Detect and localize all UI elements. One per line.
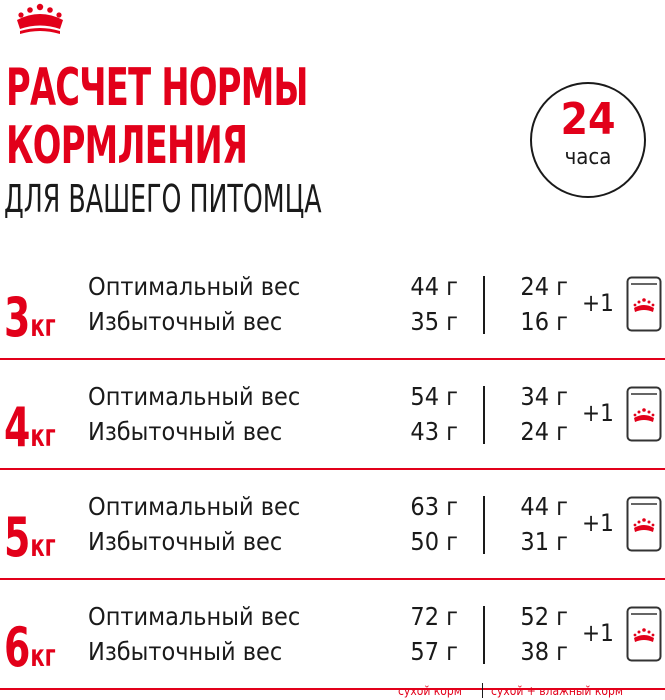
weight-label (4, 396, 56, 459)
weight-value: 3 (4, 286, 31, 349)
mixed-excess-value: 38 г (520, 637, 568, 666)
badge-unit: часа (564, 145, 612, 170)
dry-excess-value: 43 г (410, 417, 458, 446)
title-line-1: РАСЧЕТ НОРМЫ (6, 58, 308, 118)
mixed-optimal-value: 24 г (520, 272, 568, 301)
column-divider (483, 606, 485, 664)
hours-badge (530, 82, 646, 198)
legend-divider (482, 683, 483, 698)
weight-value: 6 (4, 616, 31, 679)
row-separator (0, 468, 665, 470)
column-divider (483, 496, 485, 554)
excess-weight-label: Избыточный вес (88, 417, 283, 446)
plus-pouch-label: +1 (582, 509, 614, 537)
weight-label (4, 506, 56, 569)
plus-pouch-label: +1 (582, 399, 614, 427)
title-line-2: КОРМЛЕНИЯ (6, 116, 248, 176)
row-separator (0, 358, 665, 360)
weight-unit: кг (30, 639, 56, 674)
legend-mixed: сухой + влажный корм (491, 684, 623, 698)
row-separator (0, 578, 665, 580)
wet-food-pouch-icon (626, 606, 662, 662)
weight-value: 4 (4, 396, 31, 459)
subtitle: ДЛЯ ВАШЕГО ПИТОМЦА (4, 177, 322, 221)
mixed-optimal-value: 34 г (520, 382, 568, 411)
legend-dry: сухой корм (398, 684, 462, 698)
excess-weight-label: Избыточный вес (88, 637, 283, 666)
optimal-weight-label: Оптимальный вес (88, 602, 301, 631)
optimal-weight-label: Оптимальный вес (88, 272, 301, 301)
weight-row (0, 362, 665, 472)
column-divider (483, 386, 485, 444)
dry-excess-value: 50 г (410, 527, 458, 556)
weight-row (0, 582, 665, 692)
wet-food-pouch-icon (626, 386, 662, 442)
dry-optimal-value: 44 г (410, 272, 458, 301)
optimal-weight-label: Оптимальный вес (88, 382, 301, 411)
excess-weight-label: Избыточный вес (88, 527, 283, 556)
optimal-weight-label: Оптимальный вес (88, 492, 301, 521)
mixed-optimal-value: 44 г (520, 492, 568, 521)
plus-pouch-label: +1 (582, 289, 614, 317)
weight-row (0, 472, 665, 582)
weight-value: 5 (4, 506, 31, 569)
weight-label (4, 286, 56, 349)
dry-optimal-value: 63 г (410, 492, 458, 521)
dry-optimal-value: 72 г (410, 602, 458, 631)
royal-canin-crown-icon (10, 2, 70, 36)
dry-excess-value: 57 г (410, 637, 458, 666)
dry-optimal-value: 54 г (410, 382, 458, 411)
badge-number: 24 (560, 94, 616, 145)
weight-row (0, 252, 665, 362)
plus-pouch-label: +1 (582, 619, 614, 647)
excess-weight-label: Избыточный вес (88, 307, 283, 336)
mixed-optimal-value: 52 г (520, 602, 568, 631)
column-divider (483, 276, 485, 334)
dry-excess-value: 35 г (410, 307, 458, 336)
mixed-excess-value: 16 г (520, 307, 568, 336)
weight-unit: кг (30, 529, 56, 564)
mixed-excess-value: 24 г (520, 417, 568, 446)
mixed-excess-value: 31 г (520, 527, 568, 556)
wet-food-pouch-icon (626, 496, 662, 552)
weight-unit: кг (30, 309, 56, 344)
weight-unit: кг (30, 419, 56, 454)
wet-food-pouch-icon (626, 276, 662, 332)
weight-label (4, 616, 56, 679)
